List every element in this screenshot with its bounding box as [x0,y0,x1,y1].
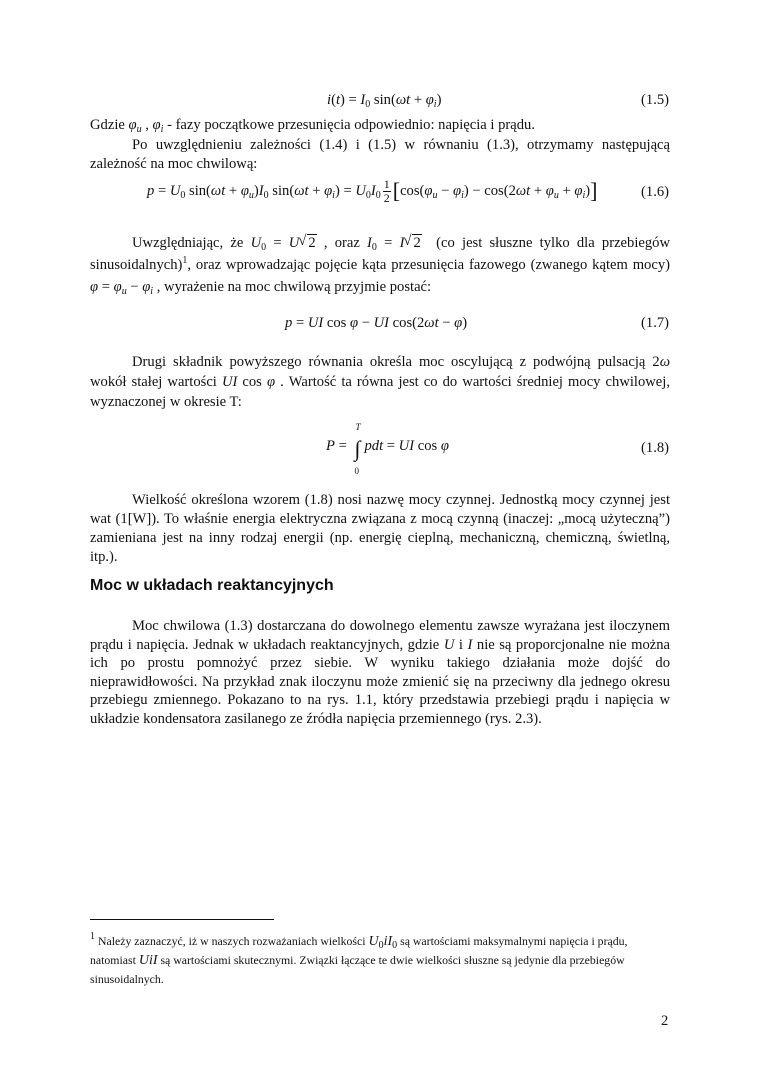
footnote-separator [90,919,274,920]
equation-number-1-7: (1.7) [641,315,669,331]
equation-number-1-6: (1.6) [641,184,669,200]
equation-number-1-5: (1.5) [641,92,669,108]
phases-definition: Gdzie $\varphi_u$ , $\varphi_i$ - fazy początkowe przesunięcia odpowiednio: napięcia i prądu. [90,117,535,135]
paragraph-uwzgledniajac: Uwzględniając, że $U_0 = U√$ 2 , oraz $I_0 = I√$ 2 (co jest słuszne tylko dla przebiegów sinusoidalnych)$^1$, oraz wprowadzając pojęcie kąta przesunięcia fazowego (zwanego kątem mocy) $\varphi = \varphi_u - \varphi_i$ , wyrażenie na moc chwilową przyjmie postać: [90,232,670,298]
page-number: 2 [661,1013,669,1029]
paragraph-po-uwzglednieniu: Po uwzględnieniu zależności (1.4) i (1.5) w równaniu (1.3), otrzymamy następującą zależność na moc chwilową: [90,137,670,172]
paragraph-wielkosc: Wielkość określona wzorem (1.8) nosi nazwę mocy czynnej. Jednostką mocy czynnej jest wat (1[W]). To właśnie energia elektryczna związana z mocą czynną (inaczej: „mocą użyteczną”) zamieniana jest na inny rodzaj energii (np. energię cieplną, mechaniczną, chemiczną, świetlną, itp.). [90,492,670,565]
paragraph-drugi-skladnik: Drugi składnik powyższego równania określa moc oscylującą z podwójną pulsacją 2ω wokół stałej wartości UI cos φ . Wartość ta równa jest co do wartości średniej mocy chwilowej, wyznaczonej w okresie T: [90,354,670,410]
footnote: $^1$ Należy zaznaczyć, iż w naszych rozważaniach wielkości $U_0iI_0$ są wartościami maksymalnymi napięcia i prądu, natomiast UiI są wartościami skutecznymi. Związki łączące te dwie wielkości słuszne są jedynie dla przebiegów sinusoidalnych. [90,931,628,986]
equation-1-8: P = ∫ T 0 pdt = UI cos φ [326,422,449,476]
section-heading: Moc w układach reaktancyjnych [90,577,334,594]
equation-1-5: $i(t) = I_0$ $\sin(\omega t + \varphi_i)$ [327,92,442,110]
equation-1-6: $p = U_0$ $\sin(\omega t + \varphi_u)I_0$ $\sin(\omega t + \varphi_i) = U_0I_0$ $\frac{1}{2}$ $[\cos(\varphi_u - \varphi_i) - \cos(2\omega t + \varphi_u + \varphi_i)]$ [147,177,598,206]
paragraph-moc-chwilowa: Moc chwilowa (1.3) dostarczana do dowolnego elementu zawsze wyrażana jest iloczynem prądu i napięcia. Jednak w układach reaktancyjnych, gdzie U i I nie są proporcjonalne nie można ich po prostu pomnożyć przez siebie. W wyniku takiego działania może dojść do nieprawidłowości. Na przykład znak iloczynu może zmienić się na przeciwny dla jednego okresu przebiegu zmiennego. Pokazano to na rys. 1.1, który przedstawia przebiegi prądu i napięcia w układzie kondensatora zasilanego ze źródła napięcia przemiennego (rys. 2.3). [90,618,671,727]
equation-1-7: p = UI cos φ − UI cos(2ωt − φ) [285,315,468,331]
equation-number-1-8: (1.8) [641,440,669,456]
